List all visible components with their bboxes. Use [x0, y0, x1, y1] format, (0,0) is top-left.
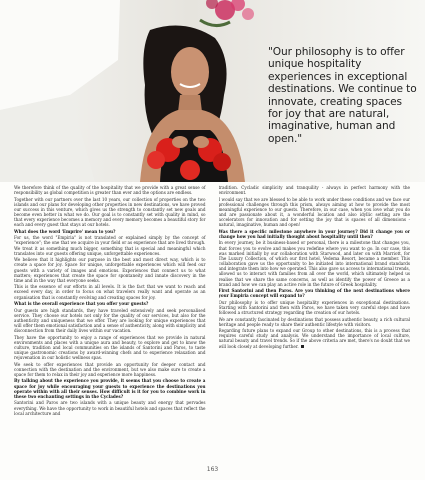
interview-question: What is the overall experience that you offer your guests?: [14, 301, 149, 307]
body-paragraph: For us, the word "Empiria" is not translated or explained simply by the concept of "experience"; the one that we acquire in your field or as experience that are lived through. We treat it as something much bigger, something that is special and meaningful which translates into our guests offering unique, unforgettable experiences.: [14, 235, 206, 256]
body-paragraph: Santorini and Paros are two islands with a unique beauty and energy that pervades everything. We have the opportunity to work in beautiful hotels and spaces that reflect the local architecture and: [14, 400, 206, 416]
right-column: [219, 185, 411, 461]
body-paragraph: We are constantly fascinated by destinations that possess authentic beauty, a rich cultural heritage and people ready to share their authentic lifestyle with visitors.: [218, 316, 410, 327]
left-column: [14, 185, 206, 461]
end-of-article-mark: [301, 345, 304, 348]
body-paragraph: tradition. Cycladic simplicity and tranquility - always in perfect harmony with the environment.: [218, 185, 410, 196]
article-body: [14, 185, 410, 461]
body-paragraph: We seek to offer experiences that provide an opportunity for deeper contact and connection with the destination and the environment, but we also make sure to create a space for them to relax in their joy and experience more happiness.: [14, 361, 206, 377]
page-number: 163: [206, 466, 219, 473]
body-paragraph: I would say that we are blessed to be able to work under these conditions and we face our professional challenges through this prism, always aiming at how to provide the most meaningful experience to our guests. Therefore, in our case, when you love what you do and are passionate about it, a wonderful location and also idyllic setting are the accelerators for innovation and for setting the joy that is spaces of all dimensions - natural, imaginative, human and open!: [218, 196, 410, 228]
body-paragraph: Regarding future plans to expand our Group to other destinations, this is a process that requires careful study and analysis. We understand the importance of local culture, natural beauty and travel trends. So if the above criteria are met, there's no doubt that we will look closely at developing further.: [218, 328, 410, 349]
body-paragraph: Our guests are high standards, they have traveled extensively and seek personalised service. They choose our hotels not only for the quality of our services, but also for the authenticity and uniqueness that we offer. They are looking for unique experiences that will offer them emotional satisfaction and a sense of authenticity, along with simplicity and disconnection from their daily lives within our vacation.: [14, 307, 206, 334]
interview-question: By talking about the experience you provide, it seems that you choose to create a space for joy while encouraging your guests to experience the destinations you operate within with all their senses. How difficult is it for you to combine work in these two enchanting settings in the Cyclades?: [14, 378, 206, 399]
body-paragraph: This is the essence of our efforts in all levels. It is the fact that we want to reach and exceed every day, in order to focus on what travelers really want and operate as an organisation that is constantly evolving and creating spaces for joy.: [14, 284, 206, 300]
body-paragraph: We believe that it highlights our purpose in the best and most direct way, which is to create a space for joy. Space for unique, unforgettable experiences which will feed our guests with a variety of images and emotions. Experiences that connect us to what matters; experiences that create the space for spontaneity and innate discovery in the time and in the way that everyone seeks.: [14, 257, 206, 283]
body-paragraph: They have the opportunity to enjoy a range of experiences that we provide in natural environments and places with a unique aura and beauty, to explore and get to know the culture, tradition and local communities on the islands of Santorini and Paros, to taste unique gastronomic creations by award-winning chefs and to experience relaxation and rejuvenation in our holistic wellness spas.: [14, 334, 206, 361]
body-paragraph: In every journey, be it business-based or personal, there is a milestone that changes you, that forces you to evolve and makes you redefine where you want to go. In our case, this was marked initially by our collaboration with Starwood, and later on with Marriott, for The Luxury Collection, of which our first hotel, Vedema Resort, became a member. This collaboration gave us the opportunity to be initiated into international brand standards and integrate them into how we operated. This also gave us access to international trends, allowed us to interact with families from all over the world, which ultimately helped us realise that we share the same concerns, as well as identify the power of Greece as a brand and how we can play an active role in the future of Greek hospitality.: [218, 240, 410, 287]
interview-question: First Santorini and then Paros. Are you thinking of the next destinations where your Empiria concept will expand to?: [218, 288, 410, 299]
interview-question: What does the word 'Emprire' mean to you?: [14, 228, 116, 234]
interview-question: Was there a specific milestone anywhere in your journey? Did it change you or change how you had initially thought about hospitality until then?: [218, 228, 410, 239]
body-paragraph: Together with our partners over the last 10 years, our collection of properties on the two islands and our plans for developing other properties in new destinations, we have proved our success in this venture, which gives us the strength to constantly set new goals and become even better in what we do. Our goal is to constantly set with quality in mind, so that every experience becomes a memory and every memory becomes a beautiful story for each and every guest that stays at our hotels.: [14, 196, 206, 228]
pull-quote: "Our philosophy is to offer unique hospitality experiences in exceptional destinations. We continue to innovate, creating spaces for joy that are natural, imaginative, human and open.": [268, 46, 417, 145]
body-paragraph: Our philosophy is to offer unique hospitality experiences in exceptional destinations. Starting with Santorini and then with Paros, we have taken very careful steps and have followed a structured strategy regarding the creation of our hotels.: [218, 299, 410, 316]
body-paragraph: We therefore think of the quality of the hospitality that we provide with a great sense of responsibility as global competition is greater than ever and the options are endless.: [14, 185, 206, 196]
